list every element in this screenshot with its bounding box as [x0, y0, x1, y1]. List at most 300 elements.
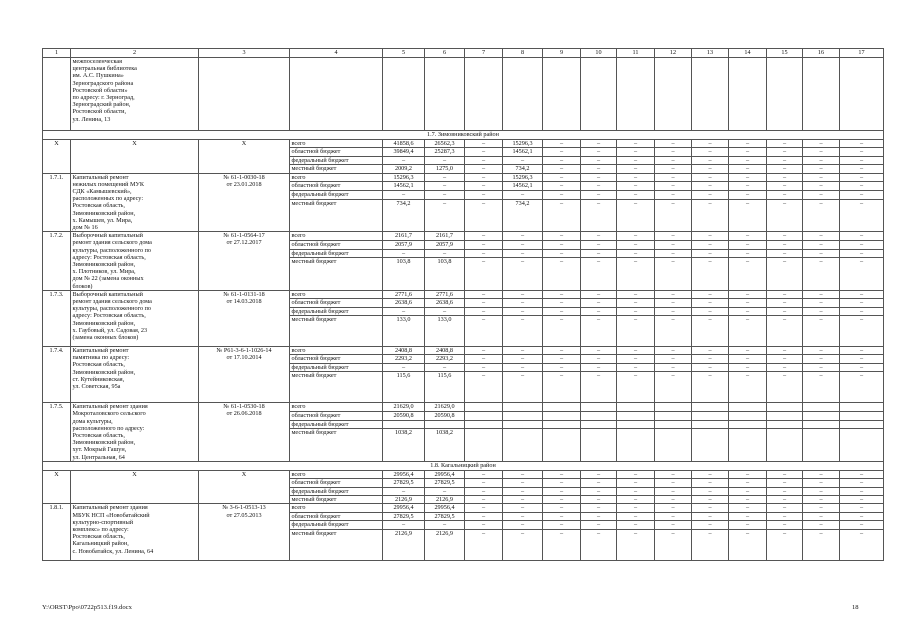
amount-cell: –: [729, 372, 767, 403]
amount-cell: –: [729, 315, 767, 346]
object-name: Х: [71, 470, 199, 504]
amount-cell: –: [465, 199, 503, 231]
amount-cell: –: [543, 140, 581, 148]
amount-cell: –: [581, 165, 617, 173]
amount-cell: –: [803, 487, 840, 495]
amount-cell: 2009,2: [383, 165, 425, 173]
amount-cell: –: [543, 346, 581, 354]
amount-cell: 2293,2: [425, 355, 465, 363]
amount-cell: 734,2: [383, 199, 425, 231]
funding-source: всего: [290, 140, 383, 148]
amount-cell: –: [655, 232, 692, 241]
amount-cell: –: [581, 240, 617, 249]
amount-cell: –: [383, 249, 425, 258]
item-number: 1.7.2.: [43, 232, 71, 291]
amount-cell: –: [767, 191, 803, 200]
amount-cell: 2638,6: [425, 299, 465, 307]
amount-cell: [840, 411, 884, 420]
amount-cell: –: [840, 470, 884, 478]
amount-cell: –: [767, 148, 803, 156]
amount-cell: –: [803, 191, 840, 200]
amount-cell: –: [655, 355, 692, 363]
amount-cell: –: [767, 372, 803, 403]
amount-cell: [617, 411, 655, 420]
amount-cell: –: [840, 521, 884, 529]
amount-cell: –: [655, 504, 692, 512]
amount-cell: –: [655, 307, 692, 315]
amount-cell: –: [692, 140, 729, 148]
amount-cell: [655, 429, 692, 461]
amount-cell: 1038,2: [425, 429, 465, 461]
amount-cell: [425, 420, 465, 429]
amount-cell: –: [840, 495, 884, 503]
amount-cell: –: [655, 173, 692, 182]
amount-cell: –: [383, 156, 425, 164]
amount-cell: –: [543, 173, 581, 182]
amount-cell: –: [692, 372, 729, 403]
amount-cell: –: [655, 199, 692, 231]
amount-cell: –: [729, 258, 767, 290]
column-number: 2: [71, 49, 199, 58]
amount-cell: –: [581, 307, 617, 315]
amount-cell: –: [767, 232, 803, 241]
amount-cell: [729, 429, 767, 461]
table-row: [43, 346, 884, 354]
document-reference: № 61-1-0030-18 от 23.01.2018: [199, 173, 290, 232]
amount-cell: 20590,8: [383, 411, 425, 420]
amount-cell: –: [655, 156, 692, 164]
amount-cell: –: [729, 512, 767, 520]
amount-cell: –: [692, 479, 729, 487]
amount-cell: –: [767, 487, 803, 495]
amount-cell: –: [543, 521, 581, 529]
amount-cell: –: [543, 249, 581, 258]
amount-cell: –: [692, 182, 729, 191]
funding-source: областной бюджет: [290, 411, 383, 420]
amount-cell: –: [465, 495, 503, 503]
amount-cell: –: [581, 232, 617, 241]
amount-cell: [767, 403, 803, 412]
amount-cell: –: [503, 299, 543, 307]
amount-cell: 21629,0: [425, 403, 465, 412]
empty-cell: [840, 58, 884, 131]
amount-cell: –: [692, 258, 729, 290]
amount-cell: –: [803, 249, 840, 258]
amount-cell: –: [503, 529, 543, 560]
amount-cell: –: [692, 240, 729, 249]
amount-cell: 27829,5: [383, 512, 425, 520]
amount-cell: –: [803, 307, 840, 315]
amount-cell: –: [581, 148, 617, 156]
amount-cell: –: [617, 479, 655, 487]
amount-cell: –: [503, 470, 543, 478]
amount-cell: –: [503, 258, 543, 290]
amount-cell: –: [729, 249, 767, 258]
amount-cell: –: [543, 182, 581, 191]
amount-cell: 29956,4: [383, 470, 425, 478]
amount-cell: –: [465, 148, 503, 156]
amount-cell: –: [383, 487, 425, 495]
amount-cell: [465, 411, 503, 420]
amount-cell: –: [503, 355, 543, 363]
amount-cell: [465, 403, 503, 412]
empty-cell: [767, 58, 803, 131]
funding-source: всего: [290, 403, 383, 412]
amount-cell: –: [465, 165, 503, 173]
amount-cell: –: [803, 363, 840, 371]
amount-cell: –: [503, 315, 543, 346]
empty-cell: [543, 58, 581, 131]
table-row: [43, 232, 884, 241]
amount-cell: 2057,9: [425, 240, 465, 249]
amount-cell: [655, 411, 692, 420]
funding-source: федеральный бюджет: [290, 487, 383, 495]
amount-cell: –: [617, 140, 655, 148]
amount-cell: –: [692, 249, 729, 258]
amount-cell: [543, 403, 581, 412]
amount-cell: [840, 403, 884, 412]
amount-cell: [655, 403, 692, 412]
amount-cell: –: [729, 182, 767, 191]
amount-cell: –: [655, 258, 692, 290]
funding-source: всего: [290, 290, 383, 298]
column-number: 4: [290, 49, 383, 58]
amount-cell: –: [465, 173, 503, 182]
amount-cell: –: [425, 182, 465, 191]
amount-cell: –: [425, 249, 465, 258]
amount-cell: –: [543, 307, 581, 315]
amount-cell: –: [803, 165, 840, 173]
amount-cell: –: [617, 191, 655, 200]
object-name: Капитальный ремонт здания Мокроталовского сельского дома культуры, расположенного по адресу: Ростовская область, Зимовниковский район, хут. Мокрый Гашун, ул. Центральная, 64: [71, 403, 199, 462]
amount-cell: –: [543, 258, 581, 290]
amount-cell: –: [767, 315, 803, 346]
amount-cell: –: [840, 182, 884, 191]
amount-cell: –: [767, 470, 803, 478]
column-number: 13: [692, 49, 729, 58]
column-number: 11: [617, 49, 655, 58]
amount-cell: 2408,8: [383, 346, 425, 354]
amount-cell: 15296,3: [383, 173, 425, 182]
amount-cell: –: [803, 315, 840, 346]
amount-cell: –: [503, 232, 543, 241]
amount-cell: –: [803, 470, 840, 478]
object-name: Выборочный капитальный ремонт здания сельского дома культуры, расположенного по адресу: Ростовская область, Зимовниковский район, х. Гаубовый, ул. Садовая, 23 (замена оконных блоков): [71, 290, 199, 346]
column-number: 5: [383, 49, 425, 58]
amount-cell: –: [543, 232, 581, 241]
amount-cell: –: [655, 495, 692, 503]
amount-cell: [543, 411, 581, 420]
amount-cell: –: [767, 249, 803, 258]
empty-cell: [383, 58, 425, 131]
amount-cell: –: [692, 363, 729, 371]
amount-cell: 39849,4: [383, 148, 425, 156]
amount-cell: [840, 429, 884, 461]
column-number: 8: [503, 49, 543, 58]
amount-cell: –: [425, 487, 465, 495]
amount-cell: [803, 403, 840, 412]
amount-cell: –: [465, 290, 503, 298]
amount-cell: –: [543, 299, 581, 307]
amount-cell: [803, 411, 840, 420]
empty-cell: [465, 58, 503, 131]
amount-cell: –: [465, 315, 503, 346]
amount-cell: –: [767, 182, 803, 191]
amount-cell: –: [767, 363, 803, 371]
amount-cell: [767, 420, 803, 429]
amount-cell: –: [503, 346, 543, 354]
amount-cell: –: [840, 299, 884, 307]
amount-cell: –: [503, 521, 543, 529]
table-row: [43, 504, 884, 512]
amount-cell: –: [655, 512, 692, 520]
amount-cell: –: [729, 504, 767, 512]
amount-cell: –: [655, 529, 692, 560]
amount-cell: –: [465, 249, 503, 258]
amount-cell: –: [803, 479, 840, 487]
amount-cell: –: [581, 173, 617, 182]
amount-cell: –: [543, 504, 581, 512]
amount-cell: –: [617, 504, 655, 512]
amount-cell: –: [617, 315, 655, 346]
amount-cell: –: [803, 232, 840, 241]
amount-cell: –: [655, 165, 692, 173]
amount-cell: –: [840, 156, 884, 164]
amount-cell: 27829,5: [383, 479, 425, 487]
amount-cell: –: [655, 299, 692, 307]
amount-cell: 734,2: [503, 199, 543, 231]
amount-cell: –: [581, 512, 617, 520]
table-row: [43, 140, 884, 148]
funding-source: федеральный бюджет: [290, 156, 383, 164]
amount-cell: –: [767, 355, 803, 363]
object-name: Выборочный капитальный ремонт здания сельского дома культуры, расположенного по адресу: Ростовская область, Зимовниковский район, х. Плотников, ул. Мира, дом № 22 (замена оконных блоков): [71, 232, 199, 291]
amount-cell: –: [617, 307, 655, 315]
empty-cell: [199, 58, 290, 131]
amount-cell: –: [543, 240, 581, 249]
amount-cell: –: [803, 495, 840, 503]
amount-cell: –: [803, 521, 840, 529]
amount-cell: –: [655, 521, 692, 529]
amount-cell: –: [617, 156, 655, 164]
amount-cell: –: [655, 290, 692, 298]
amount-cell: –: [840, 173, 884, 182]
amount-cell: –: [543, 512, 581, 520]
amount-cell: 29956,4: [425, 504, 465, 512]
amount-cell: –: [767, 173, 803, 182]
table-row: [43, 173, 884, 182]
amount-cell: –: [383, 191, 425, 200]
amount-cell: –: [655, 372, 692, 403]
amount-cell: –: [503, 249, 543, 258]
funding-source: всего: [290, 232, 383, 241]
amount-cell: –: [581, 521, 617, 529]
amount-cell: –: [729, 487, 767, 495]
amount-cell: [692, 420, 729, 429]
document-reference: Х: [199, 470, 290, 504]
amount-cell: –: [840, 479, 884, 487]
column-number: 6: [425, 49, 465, 58]
column-number: 10: [581, 49, 617, 58]
amount-cell: –: [465, 504, 503, 512]
amount-cell: 15296,3: [503, 173, 543, 182]
funding-source: всего: [290, 346, 383, 354]
amount-cell: –: [465, 140, 503, 148]
amount-cell: 115,6: [383, 372, 425, 403]
amount-cell: –: [803, 140, 840, 148]
amount-cell: –: [729, 346, 767, 354]
amount-cell: –: [617, 363, 655, 371]
amount-cell: –: [581, 495, 617, 503]
funding-source: федеральный бюджет: [290, 249, 383, 258]
amount-cell: –: [803, 290, 840, 298]
funding-source: областной бюджет: [290, 240, 383, 249]
amount-cell: –: [543, 372, 581, 403]
budget-table-page: [42, 48, 865, 561]
amount-cell: 103,8: [425, 258, 465, 290]
amount-cell: –: [581, 258, 617, 290]
amount-cell: –: [543, 148, 581, 156]
amount-cell: 2126,9: [425, 495, 465, 503]
column-number: 15: [767, 49, 803, 58]
amount-cell: –: [503, 479, 543, 487]
amount-cell: –: [465, 240, 503, 249]
funding-source: местный бюджет: [290, 165, 383, 173]
column-number: 17: [840, 49, 884, 58]
amount-cell: –: [840, 249, 884, 258]
amount-cell: –: [655, 363, 692, 371]
funding-source: областной бюджет: [290, 355, 383, 363]
amount-cell: –: [767, 504, 803, 512]
amount-cell: –: [503, 363, 543, 371]
document-reference: № 61-1-0530-18 от 26.06.2018: [199, 403, 290, 462]
amount-cell: 2771,6: [425, 290, 465, 298]
amount-cell: –: [581, 479, 617, 487]
amount-cell: –: [803, 182, 840, 191]
amount-cell: –: [729, 521, 767, 529]
amount-cell: –: [767, 495, 803, 503]
funding-source: областной бюджет: [290, 182, 383, 191]
amount-cell: 2293,2: [383, 355, 425, 363]
amount-cell: –: [503, 156, 543, 164]
amount-cell: –: [617, 182, 655, 191]
amount-cell: [465, 420, 503, 429]
amount-cell: –: [617, 240, 655, 249]
amount-cell: 2408,8: [425, 346, 465, 354]
amount-cell: –: [729, 191, 767, 200]
amount-cell: –: [465, 191, 503, 200]
amount-cell: 2126,9: [383, 529, 425, 560]
funding-source: всего: [290, 173, 383, 182]
amount-cell: –: [617, 148, 655, 156]
amount-cell: 133,0: [425, 315, 465, 346]
amount-cell: –: [840, 512, 884, 520]
amount-cell: –: [465, 363, 503, 371]
funding-source: местный бюджет: [290, 199, 383, 231]
amount-cell: –: [617, 249, 655, 258]
amount-cell: –: [465, 156, 503, 164]
column-number: 1: [43, 49, 71, 58]
amount-cell: –: [767, 240, 803, 249]
amount-cell: –: [692, 307, 729, 315]
amount-cell: –: [692, 299, 729, 307]
amount-cell: –: [581, 156, 617, 164]
amount-cell: –: [543, 495, 581, 503]
amount-cell: –: [729, 290, 767, 298]
amount-cell: –: [465, 346, 503, 354]
amount-cell: –: [803, 346, 840, 354]
amount-cell: [617, 403, 655, 412]
funding-source: всего: [290, 470, 383, 478]
amount-cell: –: [465, 307, 503, 315]
document-reference: Х: [199, 140, 290, 174]
amount-cell: –: [803, 148, 840, 156]
amount-cell: –: [803, 199, 840, 231]
funding-source: федеральный бюджет: [290, 363, 383, 371]
amount-cell: 103,8: [383, 258, 425, 290]
amount-cell: –: [503, 240, 543, 249]
amount-cell: –: [617, 372, 655, 403]
carryover-row: [43, 58, 884, 131]
empty-cell: [692, 58, 729, 131]
amount-cell: –: [543, 191, 581, 200]
amount-cell: [503, 429, 543, 461]
amount-cell: –: [425, 156, 465, 164]
amount-cell: [729, 411, 767, 420]
amount-cell: 2771,6: [383, 290, 425, 298]
table-row: [43, 470, 884, 478]
item-number: Х: [43, 140, 71, 174]
amount-cell: –: [803, 355, 840, 363]
amount-cell: –: [803, 372, 840, 403]
amount-cell: –: [503, 512, 543, 520]
amount-cell: 14562,1: [503, 148, 543, 156]
amount-cell: 2161,7: [425, 232, 465, 241]
empty-cell: [581, 58, 617, 131]
object-name: Капитальный ремонт нежилых помещений МУК СДК «Камышевский», расположенных по адресу: Ростовская область, Зимовниковский район, х. Камышев, ул. Мира, дом № 16: [71, 173, 199, 232]
amount-cell: –: [655, 470, 692, 478]
amount-cell: –: [581, 470, 617, 478]
amount-cell: –: [840, 487, 884, 495]
amount-cell: –: [840, 140, 884, 148]
funding-source: всего: [290, 504, 383, 512]
amount-cell: –: [581, 140, 617, 148]
object-name: Капитальный ремонт здания МБУК НСП «Новобатайский культурно-спортивный комплекс» по адресу: Ростовская область, Кагальницкий район, с. Новобатайск, ул. Ленина, 64: [71, 504, 199, 560]
amount-cell: –: [617, 529, 655, 560]
amount-cell: –: [729, 299, 767, 307]
funding-source: областной бюджет: [290, 148, 383, 156]
budget-table: [42, 48, 884, 561]
amount-cell: –: [729, 529, 767, 560]
funding-source: областной бюджет: [290, 479, 383, 487]
amount-cell: [465, 429, 503, 461]
amount-cell: 2126,9: [425, 529, 465, 560]
amount-cell: [655, 420, 692, 429]
amount-cell: –: [543, 470, 581, 478]
amount-cell: –: [840, 504, 884, 512]
amount-cell: 14562,1: [383, 182, 425, 191]
amount-cell: –: [840, 148, 884, 156]
amount-cell: –: [503, 487, 543, 495]
amount-cell: –: [465, 521, 503, 529]
amount-cell: –: [655, 315, 692, 346]
amount-cell: 21629,0: [383, 403, 425, 412]
amount-cell: [692, 403, 729, 412]
amount-cell: [803, 420, 840, 429]
amount-cell: –: [840, 363, 884, 371]
item-number: 1.7.4.: [43, 346, 71, 402]
amount-cell: –: [581, 182, 617, 191]
